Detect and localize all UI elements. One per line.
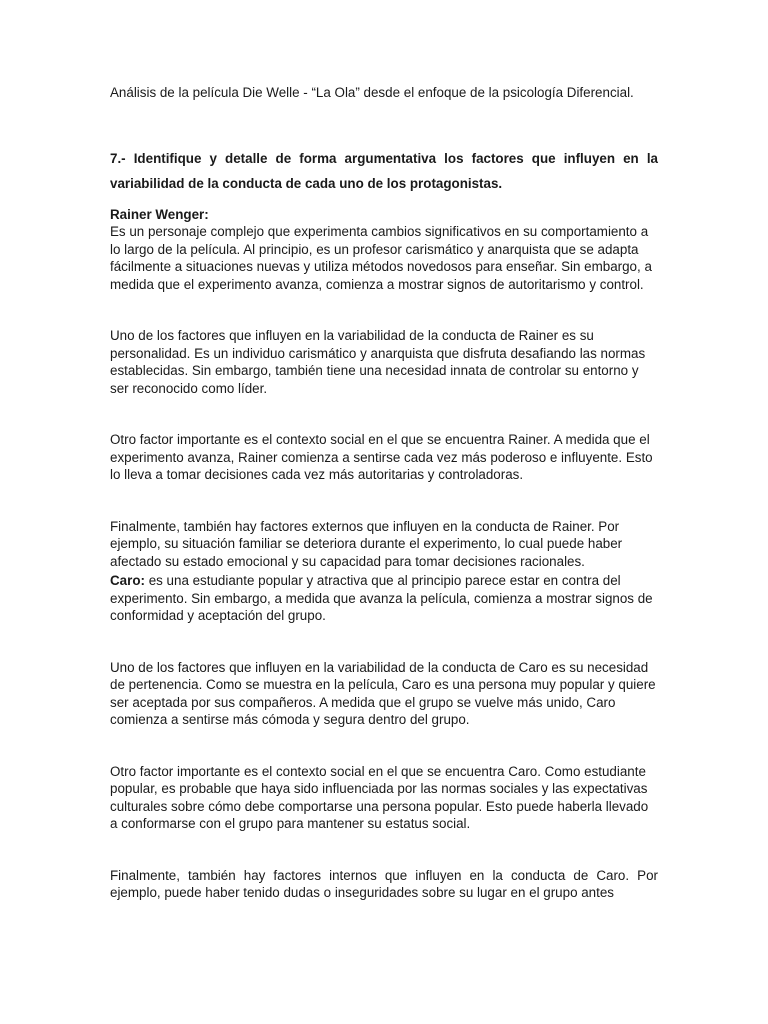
caro-paragraph-3: Finalmente, también hay factores internos que influyen en la conducta de Caro. Por ejemplo, puede haber tenido dudas o inseguridades sobre su lugar en el grupo antes: [110, 867, 658, 900]
character-name-rainer: Rainer Wenger:: [110, 206, 209, 222]
caro-intro-paragraph: [110, 572, 658, 625]
caro-paragraph-2: Otro factor importante es el contexto social en el que se encuentra Caro. Como estudiante popular, es probable que haya sido influenciada por las normas sociales y las expectativas culturales sobre cómo debe comportarse una persona popular. Esto puede haberla llevado a conformarse con el grupo para mantener su estatus social.: [110, 763, 649, 831]
question-heading: 7.- Identifique y detalle de forma argumentativa los factores que influyen en la variabilidad de la conducta de cada uno de los protagonistas.: [110, 150, 658, 191]
rainer-paragraph-3: Otro factor importante es el contexto social en el que se encuentra Rainer. A medida que el experimento avanza, Rainer comienza a sentirse cada vez más poderoso e influyente. Esto lo lleva a tomar decisiones cada vez más autoritarias y controladoras.: [110, 432, 653, 482]
rainer-paragraph-4: Finalmente, también hay factores externos que influyen en la conducta de Rainer. Por ejemplo, su situación familiar se deteriora durante el experimento, lo cual puede haber afectado su estado emocional y su capacidad para tomar decisiones racionales.: [110, 518, 623, 569]
caro-paragraph-1: Uno de los factores que influyen en la variabilidad de la conducta de Caro es su necesidad de pertenencia. Como se muestra en la película, Caro es una persona muy popular y quiere ser aceptada por sus compañeros. A medida que el grupo se vuelve más unido, Caro comienza a sentirse más cómoda y segura dentro del grupo.: [110, 659, 656, 727]
caro-intro-text: es una estudiante popular y atractiva que al principio parece estar en contra del experimento. Sin embargo, a medida que avanza la película, comienza a mostrar signos de conformidad y aceptación del grupo.: [110, 573, 653, 623]
rainer-paragraph-1: Es un personaje complejo que experimenta cambios significativos en su comportamiento a lo largo de la película. Al principio, es un profesor carismático y anarquista que se adapta fácilmente a situaciones nuevas y utiliza métodos novedosos para enseñar. Sin embargo, a medida que el experimento avanza, comienza a mostrar signos de autoritarismo y control.: [110, 224, 652, 292]
document-page: [110, 84, 658, 902]
rainer-paragraph-2: Uno de los factores que influyen en la variabilidad de la conducta de Rainer es su personalidad. Es un individuo carismático y anarquista que disfruta desafiando las normas establecidas. Sin embargo, también tiene una necesidad innata de controlar su entorno y ser reconocido como líder.: [110, 328, 646, 396]
character-name-caro: Caro:: [110, 573, 145, 588]
document-title: Análisis de la película Die Welle - “La Ola” desde el enfoque de la psicología Diferencial.: [110, 85, 634, 100]
